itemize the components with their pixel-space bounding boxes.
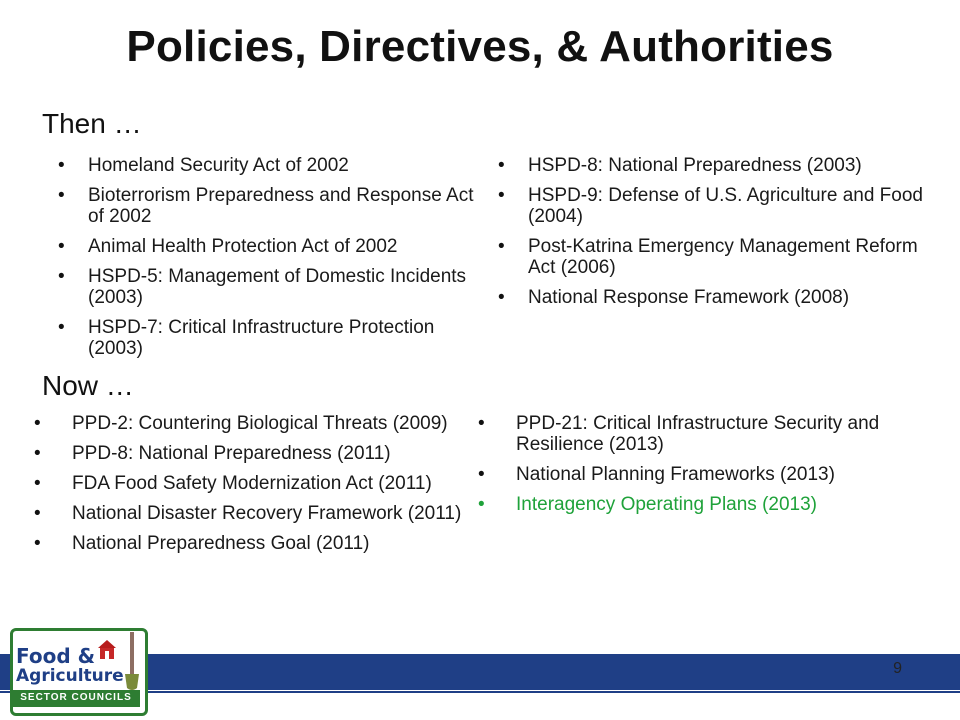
list-item: • Animal Health Protection Act of 2002: [58, 236, 480, 257]
then-heading: Then …: [42, 108, 142, 139]
list-item: • HSPD-5: Management of Domestic Incidents (2003): [58, 266, 480, 308]
list-item: • National Planning Frameworks (2013): [478, 464, 928, 485]
then-right-list: [498, 155, 948, 317]
page-number: 9: [893, 660, 902, 677]
sector-councils-logo: [4, 620, 154, 716]
list-item: • FDA Food Safety Modernization Act (2011): [34, 473, 482, 494]
list-item: • Homeland Security Act of 2002: [58, 155, 480, 176]
list-item: • PPD-21: Critical Infrastructure Security and Resilience (2013): [478, 413, 928, 455]
list-item: • National Response Framework (2008): [498, 287, 948, 308]
barn-icon: [96, 638, 118, 660]
list-item: • National Disaster Recovery Framework (2011): [34, 503, 482, 524]
list-item: • Bioterrorism Preparedness and Response Act of 2002: [58, 185, 480, 227]
now-left-list: [34, 413, 482, 563]
slide-title: Policies, Directives, & Authorities: [126, 22, 834, 71]
list-item: • National Preparedness Goal (2011): [34, 533, 482, 554]
list-item: • Post-Katrina Emergency Management Reform Act (2006): [498, 236, 948, 278]
now-heading: Now …: [42, 370, 134, 401]
now-right-list: [478, 413, 928, 524]
list-item: • HSPD-8: National Preparedness (2003): [498, 155, 948, 176]
then-left-list: [58, 155, 480, 368]
list-item: • HSPD-9: Defense of U.S. Agriculture and Food (2004): [498, 185, 948, 227]
list-item: • HSPD-7: Critical Infrastructure Protection (2003): [58, 317, 480, 359]
shovel-icon: [122, 630, 142, 692]
list-item: • PPD-2: Countering Biological Threats (2009): [34, 413, 482, 434]
logo-line-1: Food &: [16, 644, 96, 668]
list-item-highlighted: • Interagency Operating Plans (2013): [478, 494, 928, 515]
list-item: • PPD-8: National Preparedness (2011): [34, 443, 482, 464]
logo-line-2: Agriculture: [16, 666, 124, 686]
logo-line-3: SECTOR COUNCILS: [20, 692, 132, 703]
